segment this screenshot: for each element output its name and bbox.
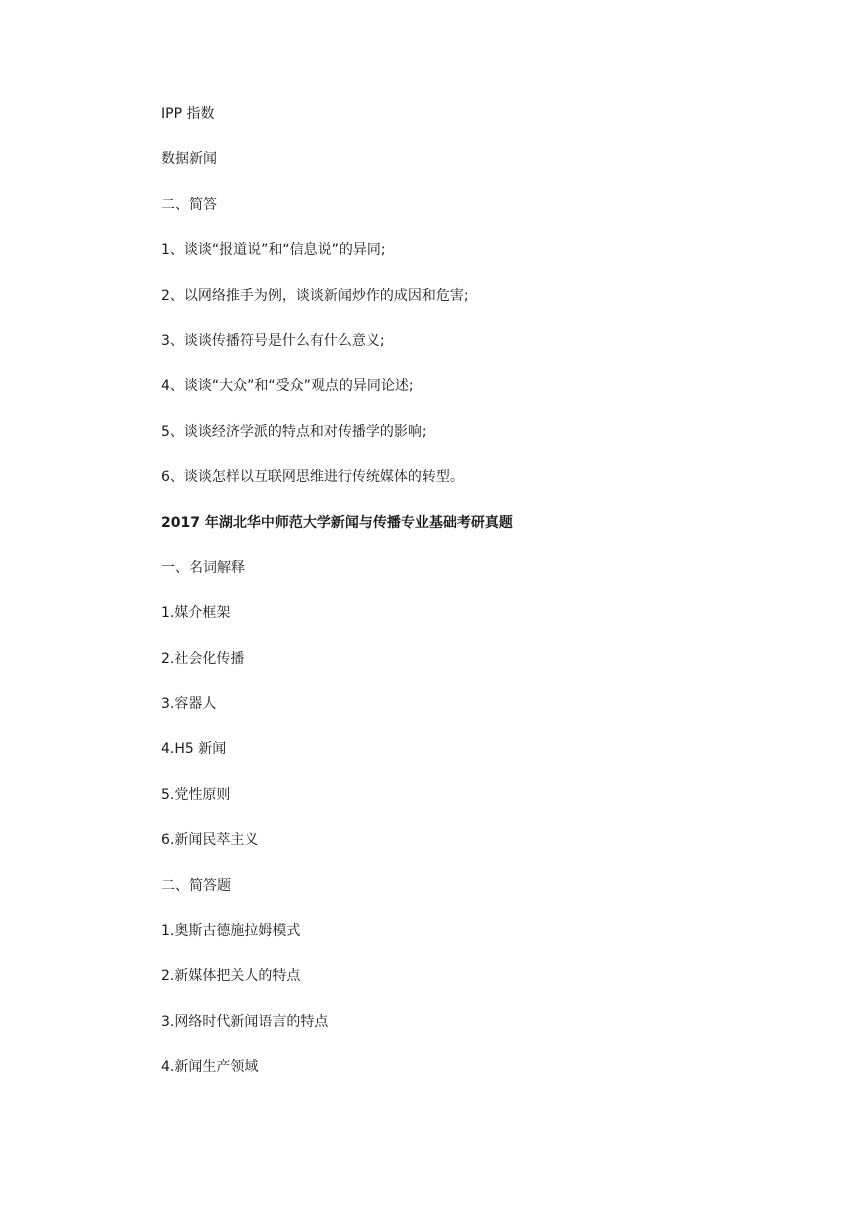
section-heading-short-answer: 二、简答 (161, 196, 217, 213)
question-item-2: 2、以网络推手为例，谈谈新闻炒作的成因和危害; (161, 287, 469, 304)
term-ipp-index: IPP 指数 (161, 106, 215, 122)
question-item-6: 6、谈谈怎样以互联网思维进行传统媒体的转型。 (161, 469, 464, 486)
short-answer-item-4: 4.新闻生产领域 (161, 1059, 259, 1076)
term-item-5: 5.党性原则 (161, 786, 231, 803)
question-item-4: 4、谈谈“大众”和“受众”观点的异同论述; (161, 378, 414, 395)
section-heading-short-answer-questions: 二、简答题 (161, 877, 231, 894)
exam-title: 2017 年湖北华中师范大学新闻与传播专业基础考研真题 (161, 514, 513, 531)
short-answer-item-1: 1.奥斯古德施拉姆模式 (161, 923, 301, 940)
term-item-6: 6.新闻民萃主义 (161, 832, 259, 849)
term-data-journalism: 数据新闻 (161, 151, 217, 168)
term-item-2: 2.社会化传播 (161, 650, 245, 667)
document-body (161, 103, 761, 1102)
short-answer-item-2: 2.新媒体把关人的特点 (161, 968, 301, 985)
question-item-1: 1、谈谈“报道说”和“信息说”的异同; (161, 242, 386, 259)
term-item-1: 1.媒介框架 (161, 605, 231, 622)
term-item-3: 3.容器人 (161, 696, 217, 713)
section-heading-term-explanation: 一、名词解释 (161, 559, 245, 576)
short-answer-item-3: 3.网络时代新闻语言的特点 (161, 1013, 329, 1030)
question-item-5: 5、谈谈经济学派的特点和对传播学的影响; (161, 423, 427, 440)
term-item-4: 4.H5 新闻 (161, 741, 227, 758)
question-item-3: 3、谈谈传播符号是什么有什么意义; (161, 332, 385, 349)
